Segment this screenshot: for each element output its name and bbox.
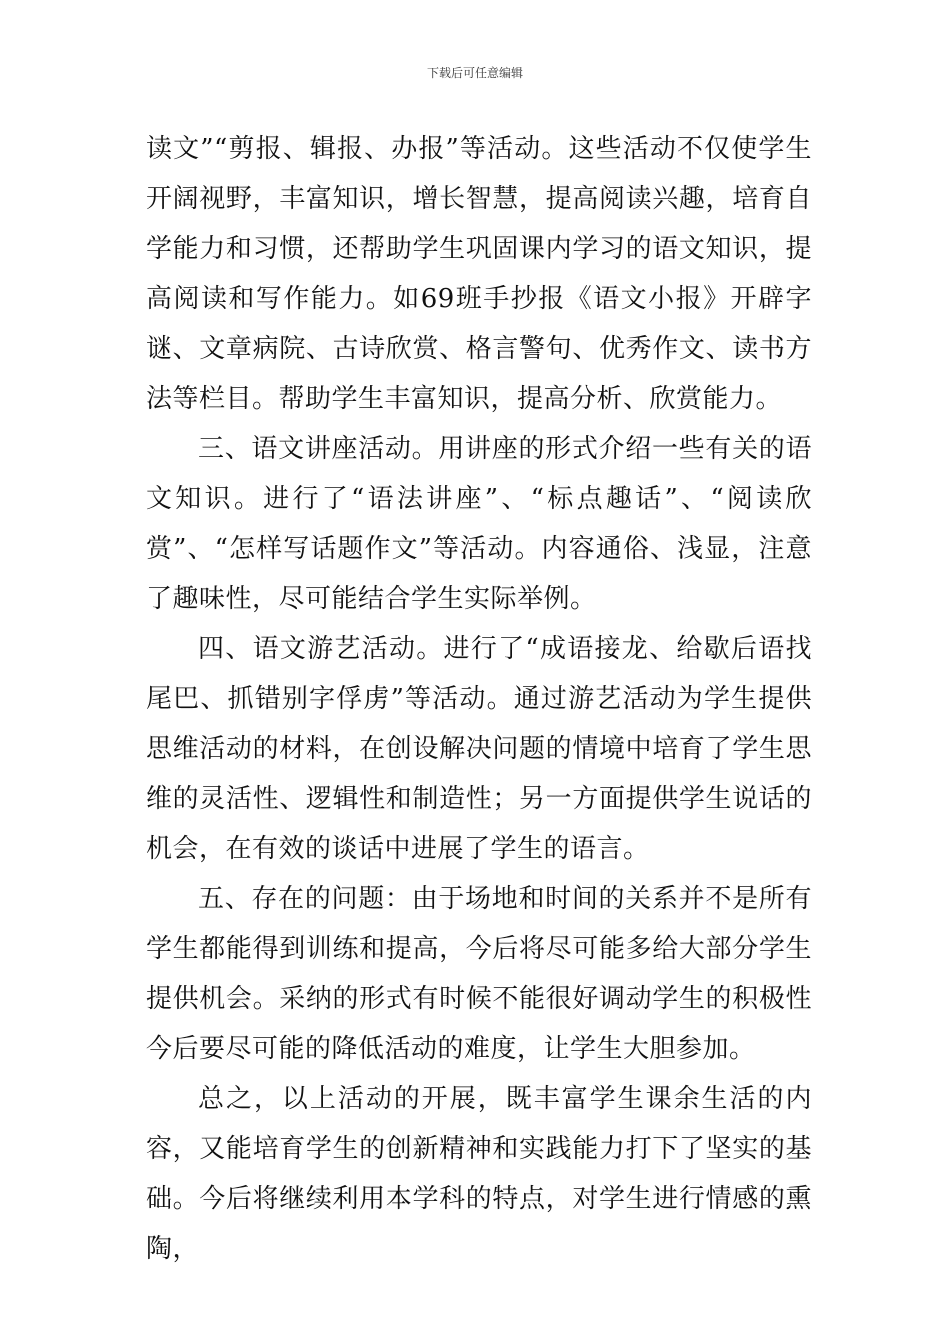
paragraph-existing-problems: 五、存在的问题：由于场地和时间的关系并不是所有学生都能得到训练和提高，今后将尽可能多给大部分学生提供机会。采纳的形式有时候不能很好调动学生的积极性今后要尽可能的降低活动的难度，让学生大胆参加。 [146,884,812,1064]
paragraph-game-activities: 四、语文游艺活动。进行了“成语接龙、给歇后语找尾巴、抓错别字俘虏”等活动。通过游艺活动为学生提供思维活动的材料，在创设解决问题的情境中培育了学生思维的灵活性、逻辑性和制造性；另一方面提供学生说话的机会，在有效的谈话中进展了学生的语言。 [146,634,812,864]
paragraph-summary: 总之，以上活动的开展，既丰富学生课余生活的内容，又能培育学生的创新精神和实践能力打下了坚实的基础。今后将继续利用本学科的特点，对学生进行情感的熏陶， [146,1084,812,1264]
paragraph-continued: 读文”“剪报、辑报、办报”等活动。这些活动不仅使学生开阔视野，丰富知识，增长智慧，提高阅读兴趣，培育自学能力和习惯，还帮助学生巩固课内学习的语文知识，提高阅读和写作能力。如69班手抄报《语文小报》开辟字谜、文章病院、古诗欣赏、格言警句、优秀作文、读书方法等栏目。帮助学生丰富知识，提高分析、欣赏能力。 [146,134,812,414]
document-body [146,124,812,1274]
page-header: 下载后可任意编辑 [426,66,523,80]
paragraph-lecture-activities: 三、语文讲座活动。用讲座的形式介绍一些有关的语文知识。进行了“语法讲座”、“标点趣话”、“阅读欣赏”、“怎样写话题作文”等活动。内容通俗、浅显，注意了趣味性，尽可能结合学生实际举例。 [146,434,812,614]
